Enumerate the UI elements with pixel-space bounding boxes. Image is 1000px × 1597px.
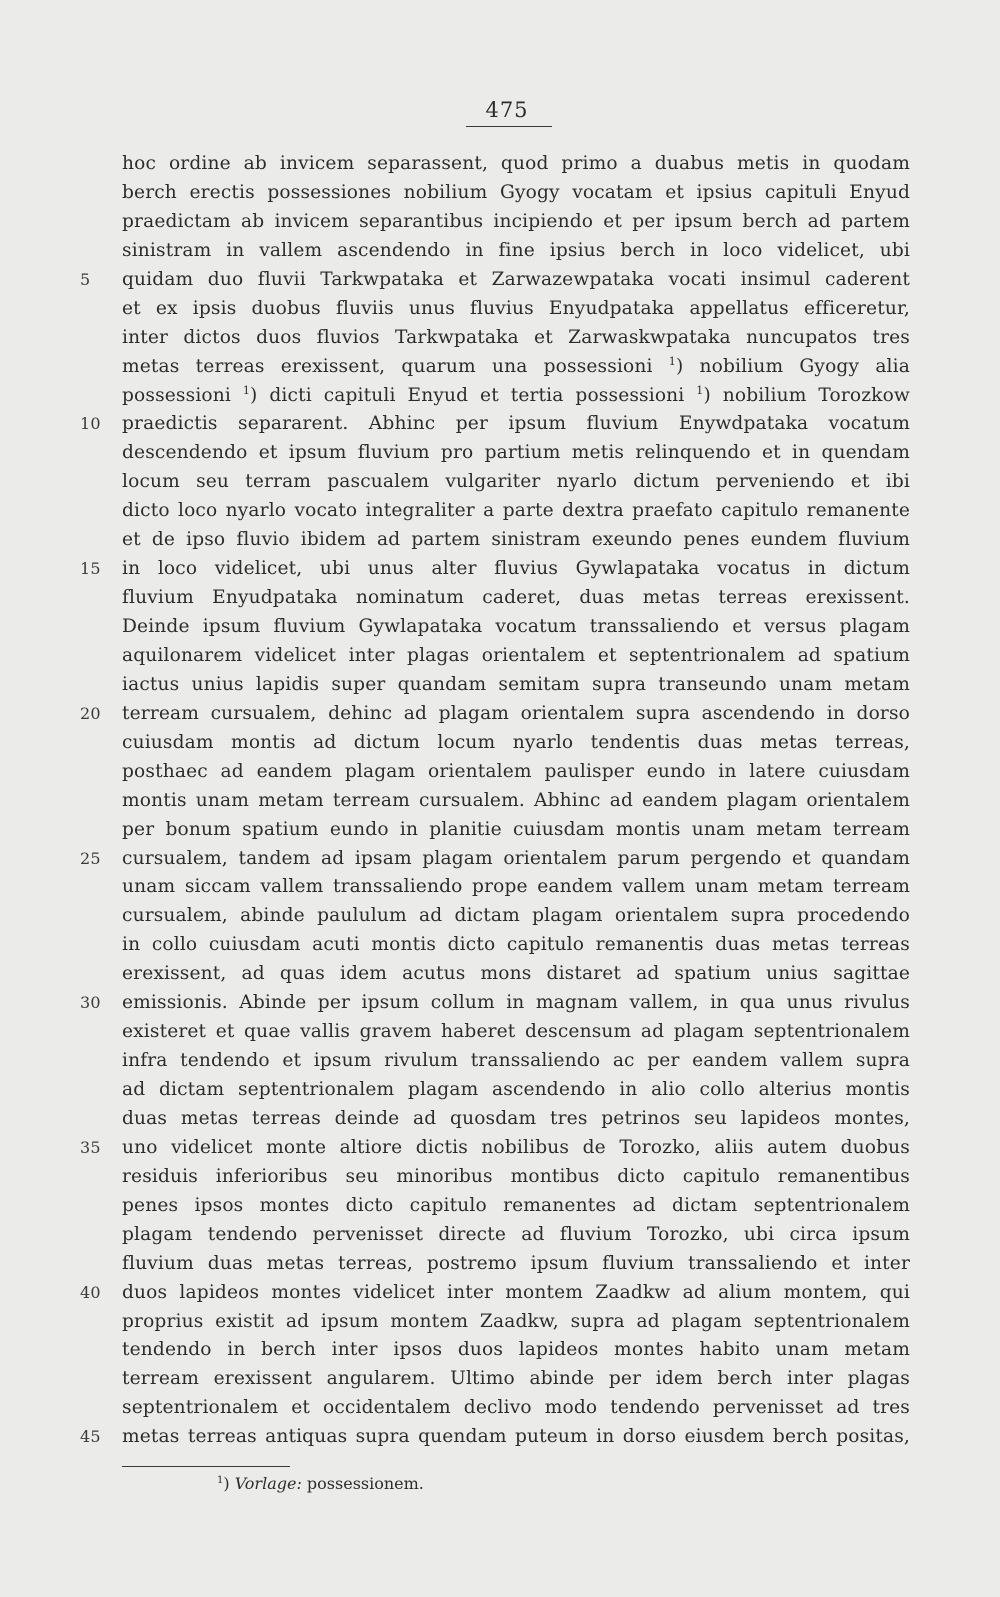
line-text: ad dictam septentrionalem plagam ascendendo in alio collo alterius montis bbox=[122, 1079, 910, 1100]
line-text: descendendo et ipsum fluvium pro partium metis relinquendo et in quendam bbox=[122, 442, 910, 464]
text-line bbox=[122, 324, 910, 353]
line-number: 40 bbox=[80, 1282, 101, 1302]
text-line bbox=[122, 1394, 910, 1423]
line-text: per bonum spatium eundo in planitie cuiusdam montis unam metam terream bbox=[122, 818, 910, 840]
text-line bbox=[122, 1308, 910, 1337]
line-text: penes ipsos montes dicto capitulo remanentes ad dictam septentrionalem bbox=[122, 1194, 910, 1216]
line-text: duos lapideos montes videlicet inter montem Zaadkw ad alium montem, qui bbox=[122, 1281, 910, 1303]
text-line bbox=[80, 700, 910, 729]
text-line bbox=[122, 1336, 910, 1365]
line-number: 10 bbox=[80, 414, 101, 434]
line-text: hoc ordine ab invicem separassent, quod primo a duabus metis in quodam bbox=[122, 153, 910, 174]
line-text: iactus unius lapidis super quandam semitam supra transeundo unam metam bbox=[122, 673, 910, 695]
line-number: 30 bbox=[80, 993, 101, 1013]
text-line bbox=[122, 237, 910, 266]
line-text: cursualem, tandem ad ipsam plagam orientalem parum pergendo et quandam bbox=[122, 847, 910, 869]
footnote-label: Vorlage: bbox=[234, 1474, 302, 1493]
text-line bbox=[122, 150, 910, 179]
line-text: praedictis separarent. Abhinc per ipsum fluvium Enywdpataka vocatum bbox=[122, 413, 910, 435]
text-line bbox=[122, 960, 910, 989]
line-number: 5 bbox=[80, 269, 91, 289]
footnote-reference[interactable]: 1 bbox=[668, 354, 676, 368]
page-number: 475 bbox=[485, 98, 529, 122]
line-number: 20 bbox=[80, 703, 101, 723]
line-text: dicto loco nyarlo vocato integraliter a parte dextra praefato capitulo remanente bbox=[122, 500, 910, 522]
text-line bbox=[122, 468, 910, 497]
text-line bbox=[122, 1163, 910, 1192]
text-line bbox=[122, 787, 910, 816]
text-line bbox=[122, 1018, 910, 1047]
footnote: $^1$) Vorlage: possessionem. bbox=[217, 1474, 424, 1493]
text-line bbox=[122, 439, 910, 468]
text-line bbox=[122, 353, 910, 382]
text-line bbox=[80, 410, 910, 439]
text-line bbox=[122, 729, 910, 758]
line-text: fluvium Enyudpataka nominatum caderet, duas metas terreas erexissent. bbox=[122, 587, 910, 609]
text-line bbox=[122, 497, 910, 526]
line-text: duas metas terreas deinde ad quosdam tres petrinos seu lapideos montes, bbox=[122, 1107, 910, 1129]
text-line bbox=[122, 613, 910, 642]
line-text: in loco videlicet, ubi unus alter fluvius Gywlapataka vocatus in dictum bbox=[122, 558, 910, 580]
line-text: cuiusdam montis ad dictum locum nyarlo tendentis duas metas terreas, bbox=[122, 731, 910, 753]
line-text: terream erexissent angularem. Ultimo abinde per idem berch inter plagas bbox=[122, 1368, 910, 1390]
line-text: in collo cuiusdam acuti montis dicto capitulo remanentis duas metas terreas bbox=[122, 934, 910, 956]
text-line bbox=[122, 179, 910, 208]
line-text: locum seu terram pascualem vulgariter nyarlo dictum perveniendo et ibi bbox=[122, 471, 910, 493]
line-text: existeret et quae vallis gravem haberet descensum ad plagam septentrionalem bbox=[122, 1021, 910, 1043]
text-line bbox=[122, 1047, 910, 1076]
text-line bbox=[122, 642, 910, 671]
text-line bbox=[80, 1279, 910, 1308]
text-line bbox=[80, 1423, 910, 1452]
text-line bbox=[122, 873, 910, 902]
line-text: fluvium duas metas terreas, postremo ipsum fluvium transsaliendo et inter bbox=[122, 1252, 910, 1274]
footnote-reference[interactable]: 1 bbox=[242, 383, 251, 397]
line-text: posthaec ad eandem plagam orientalem paulisper eundo in latere cuiusdam bbox=[122, 760, 910, 782]
line-text: proprius existit ad ipsum montem Zaadkw, supra ad plagam septentrionalem bbox=[122, 1310, 910, 1332]
line-text: praedictam ab invicem separantibus incipiendo et per ipsum berch ad partem bbox=[122, 210, 910, 232]
text-line bbox=[122, 1365, 910, 1394]
line-text: septentrionalem et occidentalem declivo modo tendendo pervenisset ad tres bbox=[122, 1397, 910, 1419]
line-text: metas terreas erexissent, quarum una possessioni $^1$) nobilium Gyogy alia bbox=[122, 354, 910, 377]
line-text: inter dictos duos fluvios Tarkwpataka et Zarwaskwpataka nuncupatos tres bbox=[122, 326, 910, 348]
text-line bbox=[122, 295, 910, 324]
text-line bbox=[80, 989, 910, 1018]
text-line bbox=[122, 584, 910, 613]
line-text: plagam tendendo pervenisset directe ad fluvium Torozko, ubi circa ipsum bbox=[122, 1223, 910, 1245]
text-line bbox=[122, 1105, 910, 1134]
line-text: quidam duo fluvii Tarkwpataka et Zarwazewpataka vocati insimul caderent bbox=[122, 268, 910, 290]
line-text: Deinde ipsum fluvium Gywlapataka vocatum transsaliendo et versus plagam bbox=[122, 616, 910, 637]
text-line bbox=[80, 1134, 910, 1163]
text-line bbox=[122, 902, 910, 931]
page-number-underline bbox=[466, 126, 552, 127]
text-line bbox=[80, 555, 910, 584]
text-line bbox=[122, 758, 910, 787]
line-text: metas terreas antiquas supra quendam puteum in dorso eiusdem berch positas, bbox=[122, 1426, 910, 1448]
line-text: uno videlicet monte altiore dictis nobilibus de Torozko, aliis autem duobus bbox=[122, 1136, 910, 1158]
footnote-separator bbox=[122, 1466, 290, 1467]
line-text: montis unam metam terream cursualem. Abhinc ad eandem plagam orientalem bbox=[122, 789, 910, 811]
footnote-reference[interactable]: 1 bbox=[696, 383, 704, 397]
line-text: cursualem, abinde paululum ad dictam plagam orientalem supra procedendo bbox=[122, 905, 910, 927]
line-text: aquilonarem videlicet inter plagas orientalem et septentrionalem ad spatium bbox=[122, 644, 910, 666]
text-line bbox=[122, 526, 910, 555]
line-number: 15 bbox=[80, 559, 101, 579]
line-text: et ex ipsis duobus fluviis unus fluvius Enyudpataka appellatus efficeretur, bbox=[122, 297, 910, 319]
main-text-block bbox=[80, 150, 910, 1452]
text-line bbox=[80, 266, 910, 295]
line-text: residuis inferioribus seu minoribus montibus dicto capitulo remanentibus bbox=[122, 1165, 910, 1187]
text-line bbox=[122, 1250, 910, 1279]
line-text: emissionis. Abinde per ipsum collum in magnam vallem, in qua unus rivulus bbox=[122, 992, 910, 1014]
text-line bbox=[122, 382, 910, 411]
line-number: 45 bbox=[80, 1427, 101, 1447]
line-text: tendendo in berch inter ipsos duos lapideos montes habito unam metam bbox=[122, 1339, 910, 1361]
line-text: et de ipso fluvio ibidem ad partem sinistram exeundo penes eundem fluvium bbox=[122, 529, 910, 551]
footnote-marker: 1 bbox=[217, 1475, 224, 1486]
line-text: possessioni $^1$) dicti capituli Enyud et tertia possessioni $^1$) nobilium Torozkow bbox=[122, 383, 910, 406]
text-line bbox=[122, 816, 910, 845]
text-line bbox=[122, 208, 910, 237]
line-text: infra tendendo et ipsum rivulum transsaliendo ac per eandem vallem supra bbox=[122, 1050, 910, 1072]
text-line bbox=[122, 671, 910, 700]
text-line bbox=[122, 931, 910, 960]
line-text: berch erectis possessiones nobilium Gyogy vocatam et ipsius capituli Enyud bbox=[122, 181, 910, 203]
line-text: terream cursualem, dehinc ad plagam orientalem supra ascendendo in dorso bbox=[122, 702, 910, 724]
footnote-text: possessionem. bbox=[306, 1474, 424, 1493]
text-line bbox=[122, 1221, 910, 1250]
line-text: unam siccam vallem transsaliendo prope eandem vallem unam metam terream bbox=[122, 876, 910, 898]
line-text: erexissent, ad quas idem acutus mons distaret ad spatium unius sagittae bbox=[122, 963, 910, 985]
line-number: 35 bbox=[80, 1137, 101, 1157]
text-line bbox=[80, 845, 910, 874]
text-line bbox=[122, 1192, 910, 1221]
text-line bbox=[122, 1076, 910, 1105]
line-number: 25 bbox=[80, 848, 101, 868]
line-text: sinistram in vallem ascendendo in fine ipsius berch in loco videlicet, ubi bbox=[122, 239, 910, 261]
